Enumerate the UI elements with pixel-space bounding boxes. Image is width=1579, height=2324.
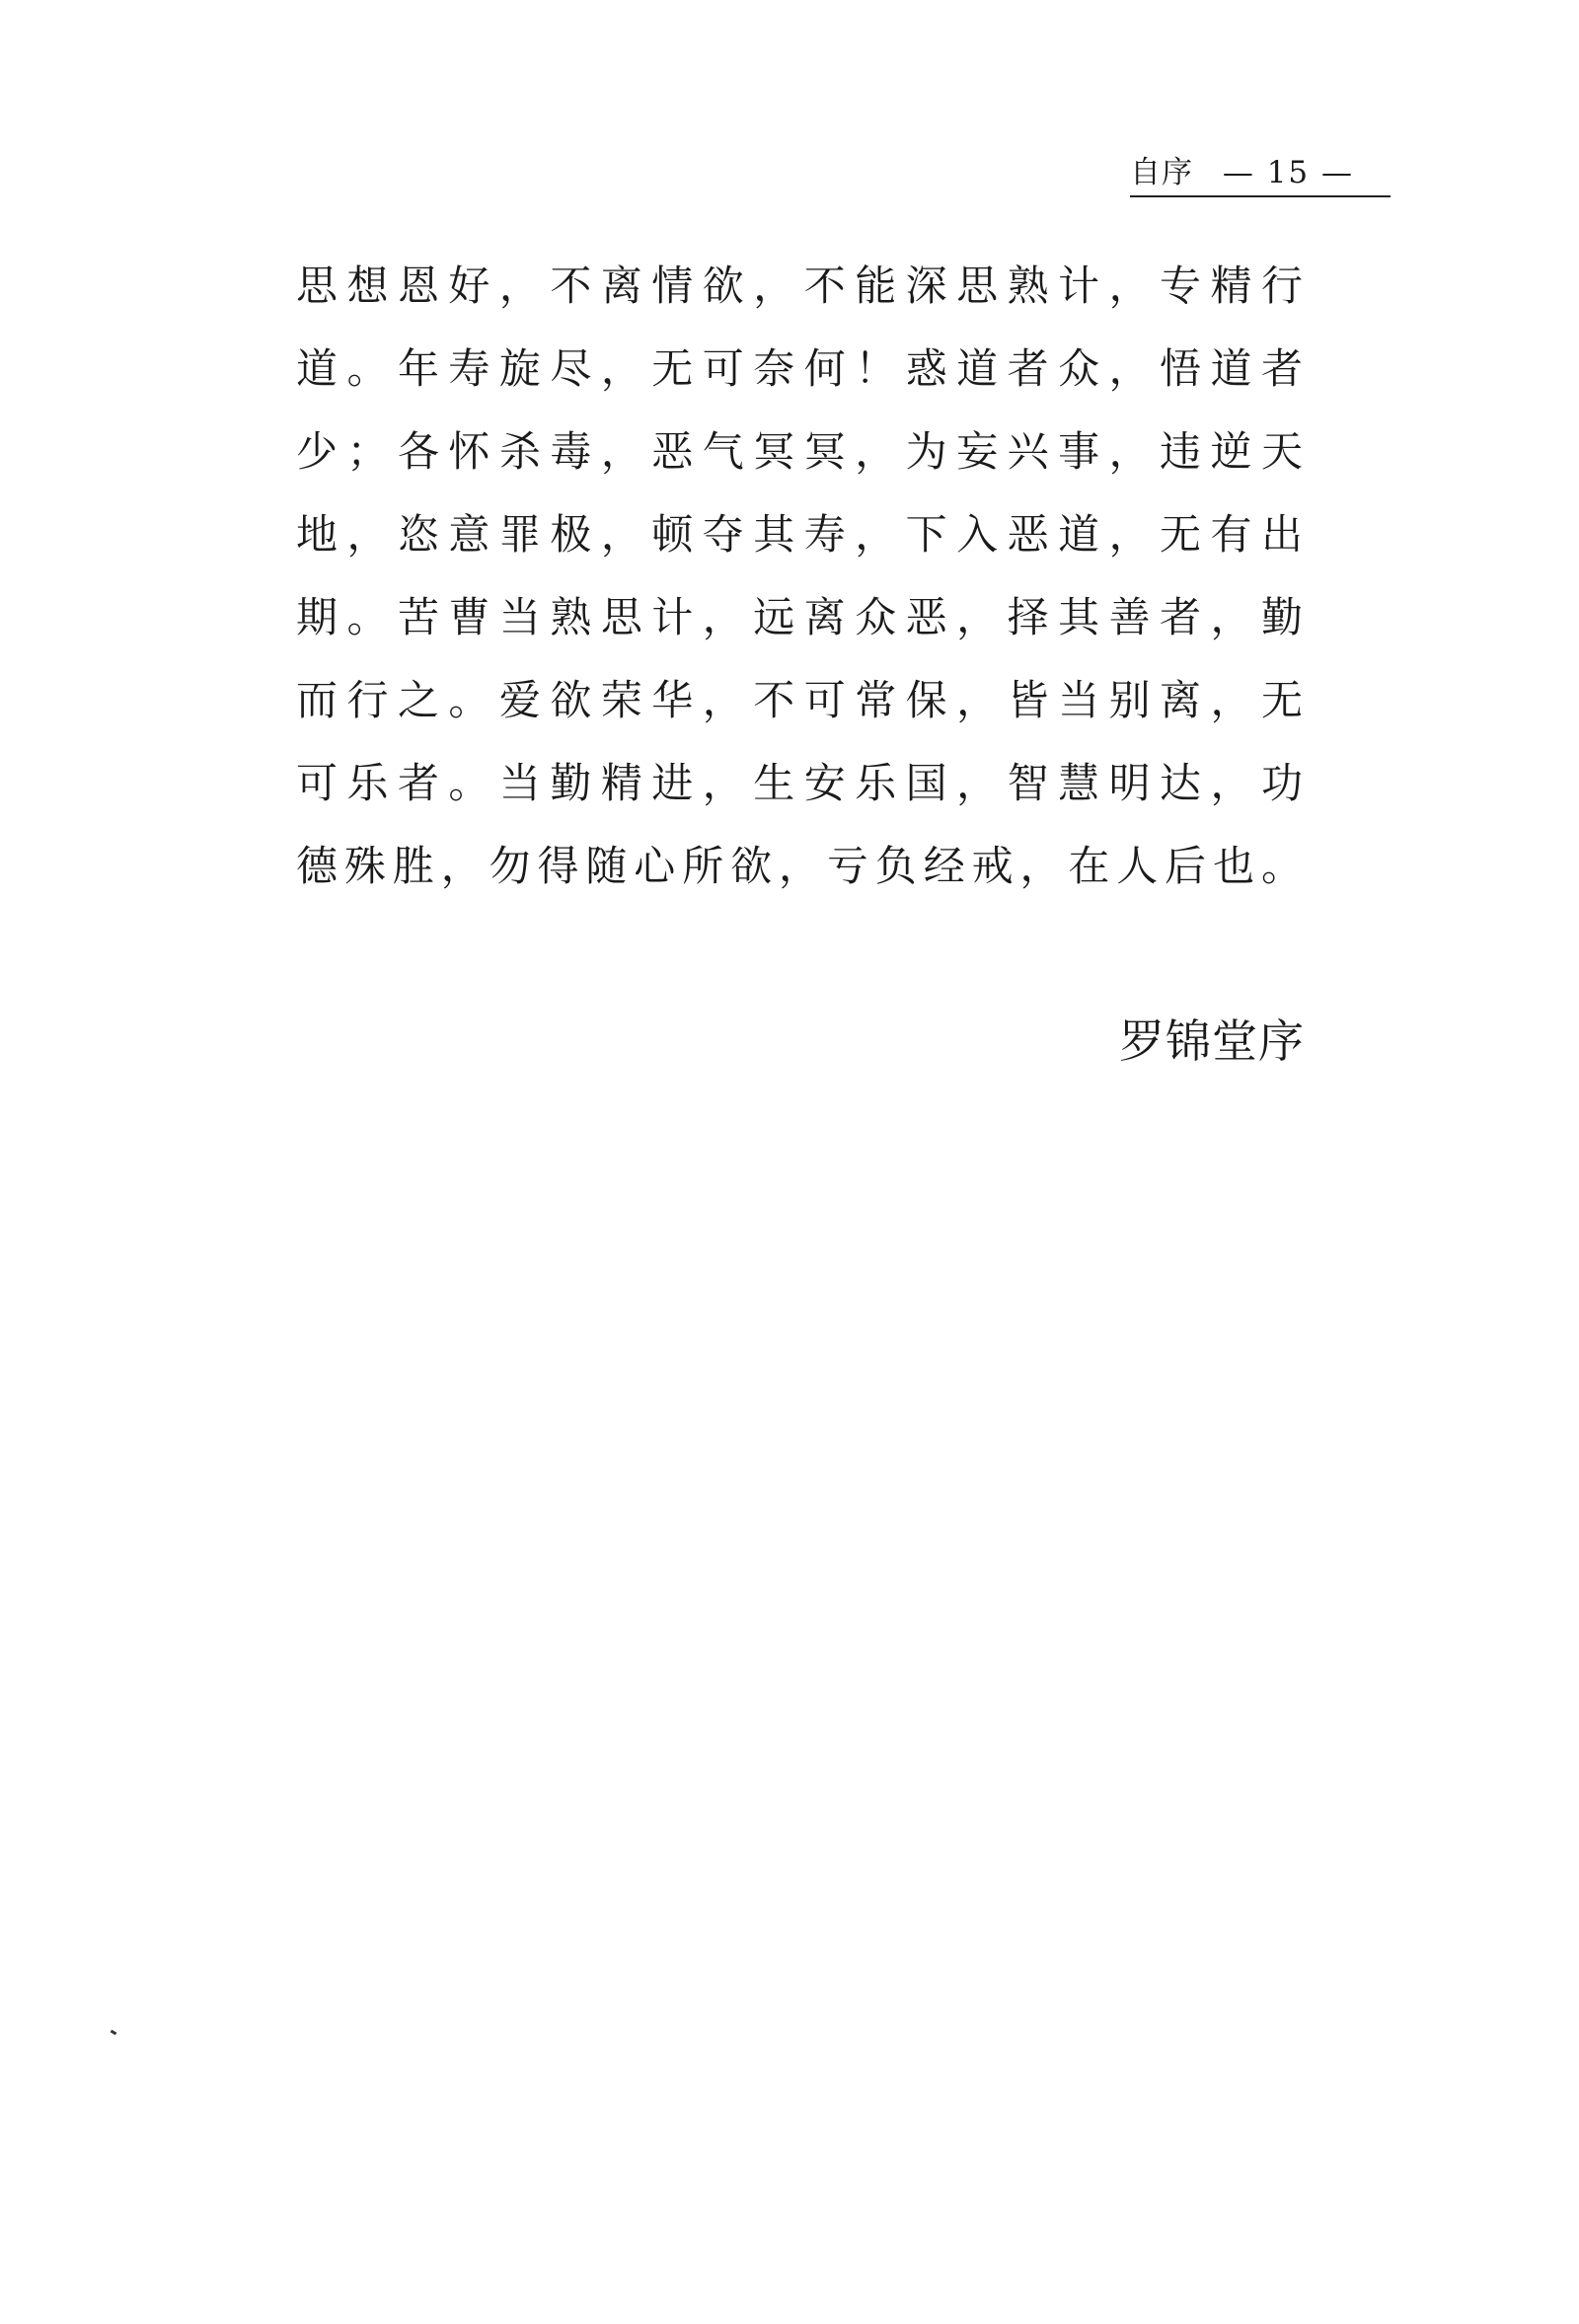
- text-line: 而行之。爱欲荣华，不可常保，皆当别离，无: [296, 676, 1303, 724]
- text-line: 少；各怀杀毒，恶气冥冥，为妄兴事，违逆天: [296, 427, 1303, 476]
- header-title: 自序: [1130, 155, 1193, 190]
- text-line: 地，恣意罪极，顿夺其寿，下入恶道，无有出: [296, 510, 1303, 559]
- page-number: — 15 —: [1222, 155, 1355, 190]
- text-line: 期。苦曹当熟思计，远离众恶，择其善者，勤: [296, 593, 1303, 641]
- text-line: 可乐者。当勤精进，生安乐国，智慧明达，功: [296, 759, 1303, 807]
- author-signature: 罗锦堂序: [1119, 1014, 1305, 1068]
- text-line: 思想恩好，不离情欲，不能深思熟计，专精行: [296, 262, 1303, 310]
- scan-speck: [111, 2030, 117, 2036]
- text-line: 道。年寿旋尽，无可奈何！惑道者众，悟道者: [296, 344, 1303, 393]
- body-paragraph: [296, 245, 1303, 908]
- text-line: 德殊胜，勿得随心所欲，亏负经戒，在人后也。: [296, 842, 1303, 890]
- running-header: [1130, 150, 1391, 197]
